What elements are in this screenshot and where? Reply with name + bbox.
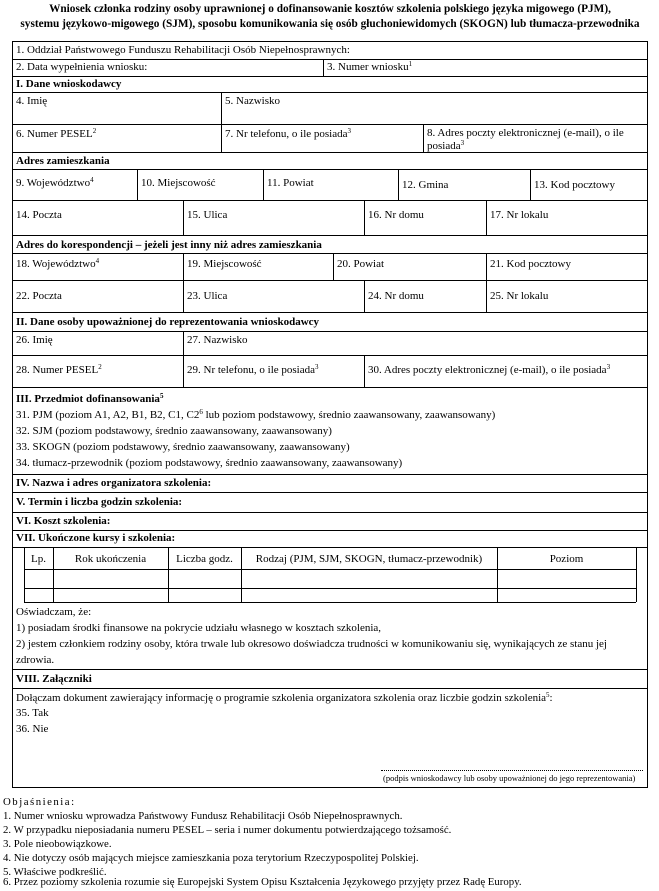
field-1-pfron-branch: 1. Oddział Państwowego Funduszu Rehabilitacji Osób Niepełnosprawnych: — [16, 44, 350, 56]
section-1-heading: I. Dane wnioskodawcy — [16, 78, 122, 90]
option-36-no: 36. Nie — [16, 723, 49, 735]
declaration-heading: Oświadczam, że: — [16, 606, 92, 618]
field-15-street: 15. Ulica — [187, 209, 228, 221]
field-10-locality: 10. Miejscowość — [141, 177, 216, 189]
field-27-surname: 27. Nazwisko — [187, 334, 248, 346]
courses-header-hours: Liczba godz. — [176, 553, 233, 565]
field-7-phone: 7. Nr telefonu, o ile posiada$^3$ — [225, 127, 351, 140]
field-24-house-number: 24. Nr domu — [368, 290, 424, 302]
courses-header-level: Poziom — [549, 553, 584, 565]
field-22-post-office: 22. Poczta — [16, 290, 62, 302]
section-3-heading: III. Przedmiot dofinansowania$^5$ — [16, 392, 164, 405]
correspondence-address-heading: Adres do korespondencji – jeżeli jest inny niż adres zamieszkania — [16, 239, 322, 251]
field-17-flat-number: 17. Nr lokalu — [490, 209, 549, 221]
field-25-flat-number: 25. Nr lokalu — [490, 290, 549, 302]
declaration-item-2-cont: zdrowia. — [16, 654, 55, 666]
application-form — [12, 41, 648, 788]
field-4-first-name: 4. Imię — [16, 95, 48, 107]
footnote-2: 2. W przypadku nieposiadania numeru PESEL – seria i numer dokumentu potwierdzającego tożsamość. — [3, 824, 452, 836]
section-7-heading: VII. Ukończone kursy i szkolenia: — [16, 532, 176, 544]
declaration-item-1: 1) posiadam środki finansowe na pokrycie udziału własnego w kosztach szkolenia, — [16, 622, 382, 634]
field-8-email: 8. Adres poczty elektronicznej (e-mail), o ile posiada$^3$ — [427, 127, 624, 152]
courses-header-year: Rok ukończenia — [74, 553, 147, 565]
form-title — [14, 2, 646, 32]
title-line-1: Wniosek członka rodziny osoby uprawnionej o dofinansowanie kosztów szkolenia polskiego języka migowego (PJM), — [49, 3, 611, 15]
footnote-5: 5. Właściwe podkreślić. — [3, 866, 107, 878]
field-21-postal-code: 21. Kod pocztowy — [490, 258, 571, 270]
field-26-first-name: 26. Imię — [16, 334, 53, 346]
field-14-post-office: 14. Poczta — [16, 209, 62, 221]
field-28-pesel: 28. Numer PESEL$^2$ — [16, 363, 102, 376]
field-9-voivodeship: 9. Województwo$^4$ — [16, 176, 94, 189]
footnote-1: 1. Numer wniosku wprowadza Państwowy Fundusz Rehabilitacji Osób Niepełnosprawnych. — [3, 810, 403, 822]
option-33-skogn: 33. SKOGN (poziom podstawowy, średnio zaawansowany, zaawansowany) — [16, 441, 350, 453]
courses-header-kind: Rodzaj (PJM, SJM, SKOGN, tłumacz-przewodnik) — [255, 553, 483, 565]
field-29-phone: 29. Nr telefonu, o ile posiada$^3$ — [187, 363, 319, 376]
field-19-locality: 19. Miejscowość — [187, 258, 262, 270]
option-31-pjm: 31. PJM (poziom A1, A2, B1, B2, C1, $C2^6$ lub poziom podstawowy, średnio zaawansowany, zaawansowany) — [16, 408, 496, 421]
signature-line — [381, 770, 643, 771]
field-18-voivodeship: 18. Województwo$^4$ — [16, 257, 100, 270]
footnote-6: 6. Przez poziomy szkolenia rozumie się Europejski System Opisu Kształcenia Językowego przyjęty przez Radę Europy. — [3, 876, 522, 888]
attachment-statement: Dołączam dokument zawierający informację o programie szkolenia organizatora szkolenia oraz liczbie godzin szkolenia$^5$: — [16, 691, 553, 704]
field-12-commune: 12. Gmina — [402, 179, 449, 191]
section-4-heading: IV. Nazwa i adres organizatora szkolenia: — [16, 477, 212, 489]
footnote-3: 3. Pole nieobowiązkowe. — [3, 838, 112, 850]
declaration-item-2: 2) jestem członkiem rodziny osoby, która trwale lub okresowo doświadcza trudności w komunikowaniu się, wynikających ze stanu jej — [16, 638, 607, 650]
title-line-2: systemu językowo-migowego (SJM), sposobu komunikowania się osób głuchoniewidomych (SKOGN) lub tłumacza-przewodnika — [20, 18, 640, 30]
field-16-house-number: 16. Nr domu — [368, 209, 424, 221]
section-2-heading: II. Dane osoby upoważnionej do reprezentowania wnioskodawcy — [16, 316, 320, 328]
signature-caption: (podpis wnioskodawcy lub osoby upoważnionej do jego reprezentowania) — [383, 773, 636, 783]
footnotes-heading: Objaśnienia: — [3, 796, 76, 808]
option-34-interpreter-guide: 34. tłumacz-przewodnik (poziom podstawowy, średnio zaawansowany, zaawansowany) — [16, 457, 403, 469]
section-8-heading: VIII. Załączniki — [16, 673, 92, 685]
field-23-street: 23. Ulica — [187, 290, 228, 302]
courses-header-lp: Lp. — [31, 553, 46, 565]
footnote-4: 4. Nie dotyczy osób mających miejsce zamieszkania poza terytorium Rzeczypospolitej Polskiej. — [3, 852, 419, 864]
field-30-email: 30. Adres poczty elektronicznej (e-mail), o ile posiada$^3$ — [368, 363, 611, 376]
field-2-date: 2. Data wypełnienia wniosku: — [16, 61, 148, 73]
residence-address-heading: Adres zamieszkania — [16, 155, 110, 167]
field-13-postal-code: 13. Kod pocztowy — [534, 179, 615, 191]
option-35-yes: 35. Tak — [16, 707, 49, 719]
field-6-pesel: 6. Numer PESEL$^2$ — [16, 127, 97, 140]
field-5-surname: 5. Nazwisko — [225, 95, 280, 107]
field-11-district: 11. Powiat — [267, 177, 314, 189]
option-32-sjm: 32. SJM (poziom podstawowy, średnio zaawansowany, zaawansowany) — [16, 425, 332, 437]
section-5-heading: V. Termin i liczba godzin szkolenia: — [16, 496, 183, 508]
section-6-heading: VI. Koszt szkolenia: — [16, 515, 111, 527]
field-20-district: 20. Powiat — [337, 258, 385, 270]
field-3-application-number: 3. Numer wniosku$^1$ — [327, 60, 413, 73]
